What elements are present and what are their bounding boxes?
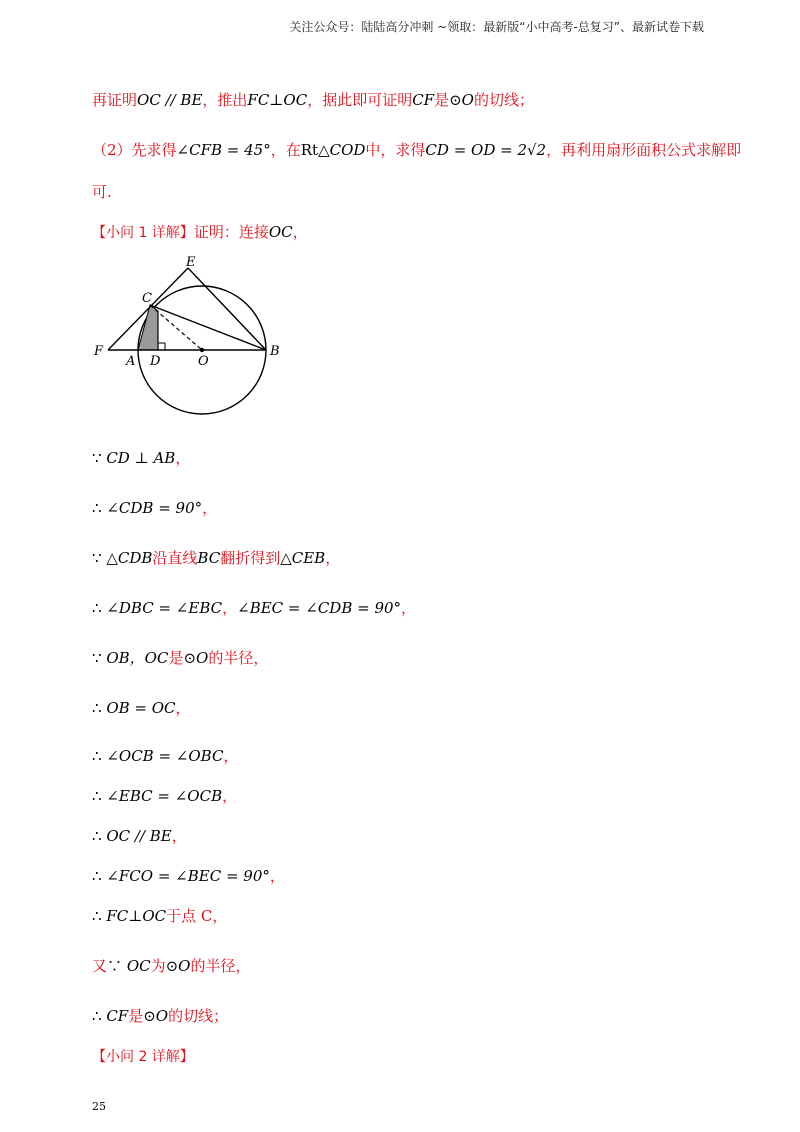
analysis-line-3: 可. [92,183,112,201]
analysis-text: ，再利用扇形面积公式求解即 [546,141,742,159]
math-expression: ⊙O [165,957,191,975]
part2-heading-line [92,1046,194,1067]
line-eb [188,268,266,350]
step-text: ， [222,787,238,805]
step-text: ， [401,599,417,617]
label-e: E [186,255,196,270]
math-expression: ∠BEC = ∠CDB = 90° [237,599,402,617]
therefore-symbol: ∴ [92,787,102,805]
proof-step [92,1006,228,1026]
analysis-text: 再证明 [92,91,138,109]
analysis-text: 中，求得 [365,141,426,159]
math-expression: △COD [318,141,366,159]
label-o: O [198,354,209,369]
proof-step [92,448,190,468]
step-text: 为 [150,957,166,975]
proof-step [92,598,416,618]
therefore-symbol: ∴ [92,699,102,717]
math-expression: OC [268,223,293,241]
right-angle-mark [158,343,165,350]
therefore-symbol: ∴ [92,867,102,885]
part1-intro-end: ， [292,223,308,241]
step-text: 的切线； [168,1007,229,1025]
proof-step [92,648,268,668]
math-expression: ∠OCB = ∠OBC [106,747,224,765]
proof-step [92,866,285,886]
math-expression: CD = OD = 2√2 [425,141,547,159]
part2-heading: 【小问 2 详解】 [92,1049,194,1065]
math-expression: OC [126,957,151,975]
math-expression: ∠CDB = 90° [106,499,203,517]
therefore-symbol: ∴ [92,827,102,845]
label-a: A [126,354,136,369]
step-text: ， [175,449,191,467]
step-text: ， [269,867,285,885]
math-expression: △CDB [106,549,153,567]
step-text: ， [175,699,191,717]
part1-intro: 证明：连接 [193,223,269,241]
step-text: 又 [92,957,108,975]
label-c: C [142,291,152,306]
step-text: 翻折得到 [220,549,281,567]
because-symbol: ∵ [92,649,102,667]
math-expression: OB，OC [106,649,169,667]
because-symbol: ∵ [92,549,102,567]
label-b: B [270,344,280,359]
proof-step [92,826,187,846]
math-expression: ∠EBC = ∠OCB [106,787,223,805]
page-header: 关注公众号：陆陆高分冲刺 ~领取：最新版“小中高考-总复习”、最新试卷下载 [289,20,704,34]
math-expression: ⊙O [449,91,474,109]
step-text: 沿直线 [152,549,198,567]
proof-step [92,548,340,568]
step-text: ， [202,499,218,517]
math-expression: △CEB [280,549,326,567]
math-expression: ∠FCO = ∠BEC = 90° [106,867,270,885]
math-expression: BC [197,549,221,567]
proof-step [92,786,237,806]
therefore-symbol: ∴ [92,499,102,517]
part1-heading-line [92,222,308,243]
therefore-symbol: ∴ [92,1007,102,1025]
shaded-region [138,305,158,350]
step-text: 是 [168,649,184,667]
center-point [200,348,204,352]
math-expression: OC // BE [137,91,203,109]
analysis-text: （2）先求得 [92,141,177,159]
proof-step [92,906,227,926]
analysis-text: ，推出 [202,91,248,109]
therefore-symbol: ∴ [92,907,102,925]
math-expression: ∠CFB = 45° [176,141,271,159]
math-expression: ⊙O [143,1007,169,1025]
math-expression: ∠DBC = ∠EBC [106,599,223,617]
step-text: ， [325,549,341,567]
proof-step [92,498,217,518]
step-text: 的半径， [208,649,269,667]
geometry-figure [90,254,290,424]
math-expression: FC⊥OC [106,907,167,925]
step-text: ， [171,827,187,845]
step-text: 的半径， [190,957,251,975]
therefore-symbol: ∴ [92,599,102,617]
analysis-text: ，在 [270,141,301,159]
step-text: 是 [128,1007,144,1025]
analysis-line-2 [92,140,741,160]
analysis-text: 是 [434,91,450,109]
line-cb [150,305,266,350]
step-text: 于点 C， [166,907,228,925]
math-expression: Rt [300,141,319,159]
analysis-line-1 [92,90,534,110]
therefore-symbol: ∴ [92,747,102,765]
analysis-text: 的切线； [473,91,534,109]
label-d: D [150,354,161,369]
math-expression: CF [106,1007,129,1025]
part1-heading: 【小问 1 详解】 [92,225,194,241]
proof-step [92,746,238,766]
label-f: F [94,344,104,359]
proof-step [92,698,191,718]
proof-step [92,956,251,976]
analysis-text: ，据此即可证明 [307,91,413,109]
because-symbol: ∵ [107,957,123,975]
step-text: ， [223,747,239,765]
math-expression: FC⊥OC [247,91,308,109]
because-symbol: ∵ [92,449,102,467]
math-expression: OC // BE [106,827,172,845]
math-expression: CD ⊥ AB [106,449,176,467]
math-expression: CF [412,91,435,109]
page-number: 25 [92,1100,106,1113]
math-expression: OB = OC [106,699,176,717]
step-text: ， [222,599,238,617]
math-expression: ⊙O [183,649,209,667]
